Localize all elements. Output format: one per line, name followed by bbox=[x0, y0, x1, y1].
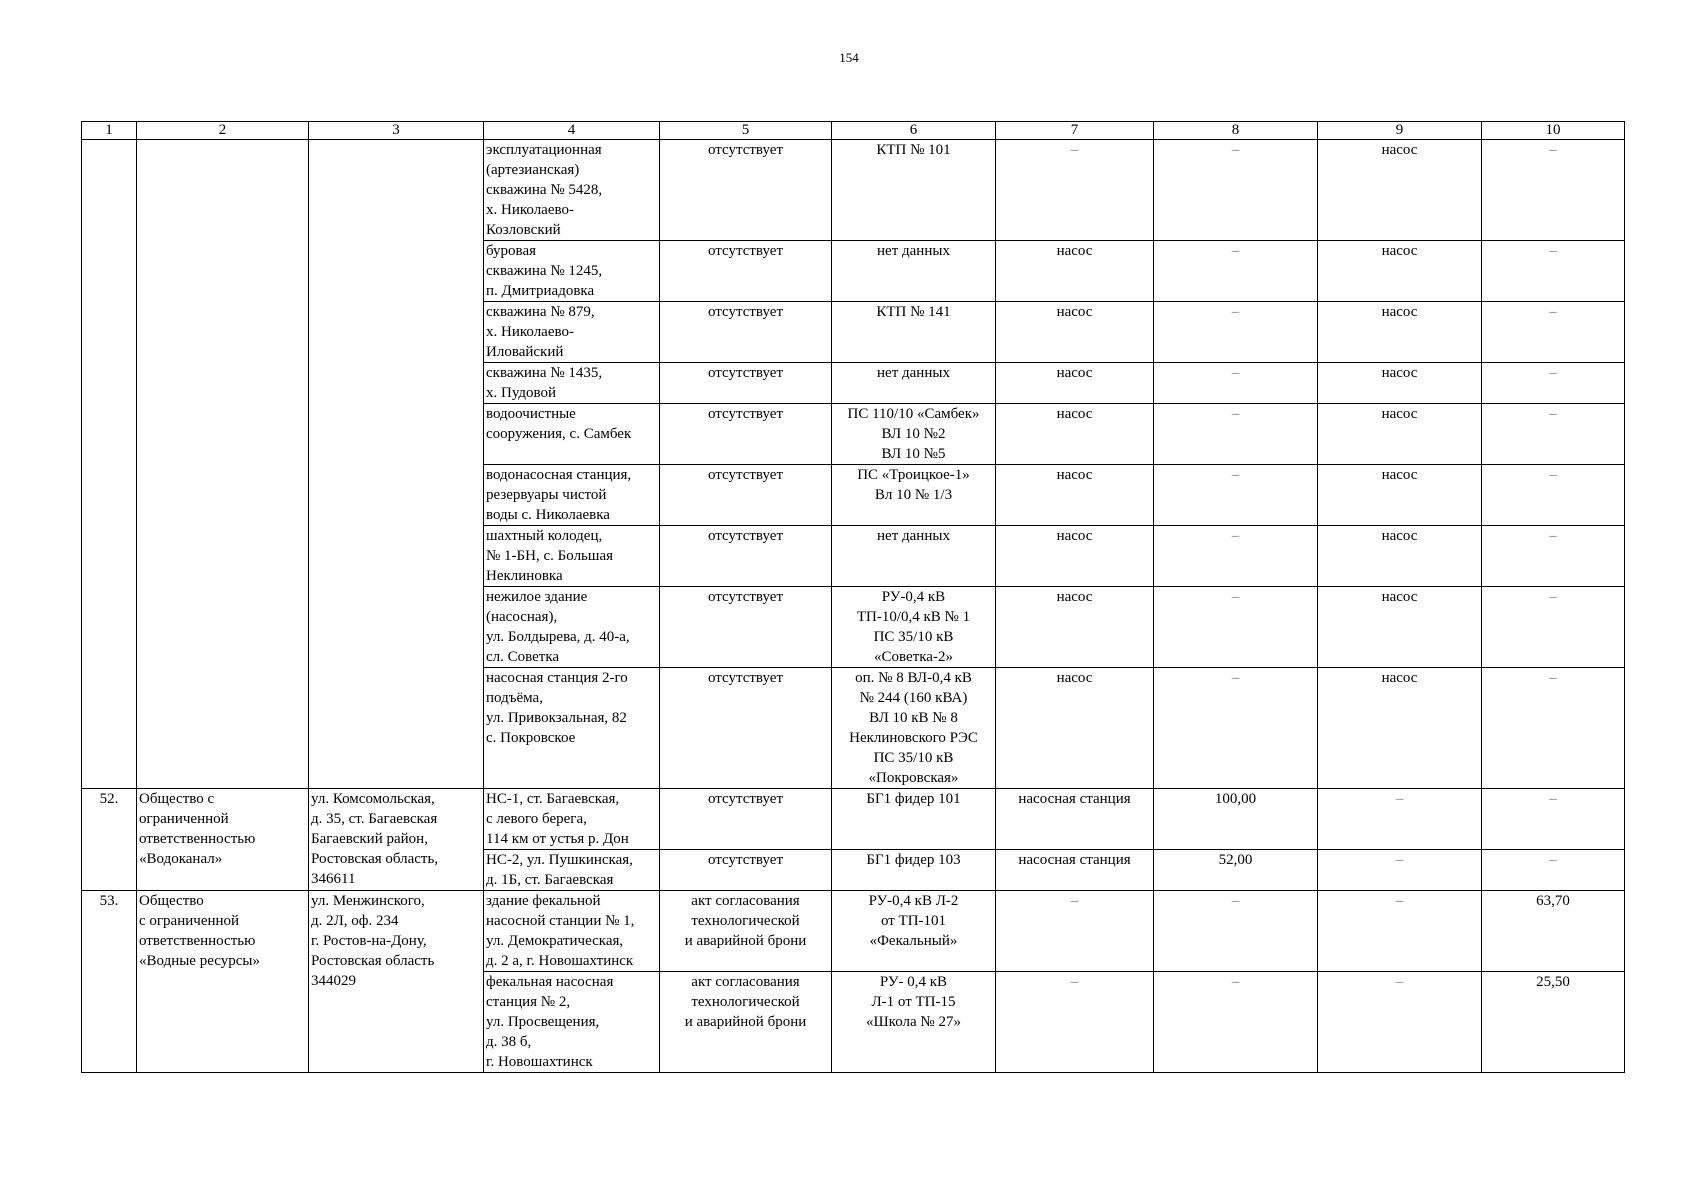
cell-line: отсутствует bbox=[707, 670, 784, 686]
reservation-cell bbox=[660, 789, 832, 850]
cell-line: фекальная насосная bbox=[486, 974, 614, 990]
org-address-cell bbox=[309, 891, 484, 1073]
cell-line: отсутствует bbox=[707, 243, 784, 259]
reservation-cell bbox=[660, 363, 832, 404]
reservation-cell bbox=[660, 972, 832, 1073]
cell-line: д. 35, ст. Багаевская bbox=[311, 811, 438, 827]
col8-cell: – bbox=[1154, 465, 1318, 526]
cell-line: РУ-0,4 кВ bbox=[881, 589, 946, 605]
cell-line: д. 1Б, ст. Багаевская bbox=[486, 872, 614, 888]
cell-line: технологической bbox=[691, 913, 800, 929]
cell-line: и аварийной брони bbox=[684, 1014, 807, 1030]
equipment-cell: насос bbox=[996, 465, 1154, 526]
cell-line: ПС 35/10 кВ bbox=[873, 629, 954, 645]
power-source-cell bbox=[832, 789, 996, 850]
cell-line: ВЛ 10 №5 bbox=[881, 446, 946, 462]
cell-line: с левого берега, bbox=[486, 811, 587, 827]
reservation-cell bbox=[660, 891, 832, 972]
cell-line: БГ1 фидер 103 bbox=[866, 852, 961, 868]
org-name-cell bbox=[137, 891, 309, 1073]
data-table bbox=[81, 121, 1625, 1073]
col10-cell: – bbox=[1482, 302, 1625, 363]
cell-line: сл. Советка bbox=[486, 649, 560, 665]
cell-line: Общество bbox=[139, 893, 204, 909]
cell-line: БГ1 фидер 101 bbox=[866, 791, 961, 807]
col10-cell: – bbox=[1482, 668, 1625, 789]
col8-cell: – bbox=[1154, 140, 1318, 241]
col8-cell: – bbox=[1154, 363, 1318, 404]
equipment-cell: – bbox=[996, 891, 1154, 972]
cell-line: с. Покровское bbox=[486, 730, 576, 746]
cell-line: ВЛ 10 кВ № 8 bbox=[869, 710, 958, 726]
equipment-cell: насосная станция bbox=[996, 850, 1154, 891]
cell-line: «Покровская» bbox=[868, 770, 959, 786]
equipment-cell: насос bbox=[996, 241, 1154, 302]
col10-cell: – bbox=[1482, 789, 1625, 850]
col8-cell: – bbox=[1154, 302, 1318, 363]
power-source-cell bbox=[832, 363, 996, 404]
org-name-cell bbox=[137, 140, 309, 789]
reservation-cell bbox=[660, 587, 832, 668]
header-cell: 1 bbox=[82, 122, 137, 140]
header-cell: 9 bbox=[1318, 122, 1482, 140]
header-cell: 5 bbox=[660, 122, 832, 140]
col10-cell: – bbox=[1482, 363, 1625, 404]
cell-line: акт согласования bbox=[691, 974, 800, 990]
cell-line: НС-2, ул. Пушкинская, bbox=[486, 852, 633, 868]
power-source-cell bbox=[832, 668, 996, 789]
power-source-cell bbox=[832, 972, 996, 1073]
cell-line: сооружения, с. Самбек bbox=[486, 426, 632, 442]
cell-line: от ТП-101 bbox=[880, 913, 947, 929]
cell-line: отсутствует bbox=[707, 852, 784, 868]
cell-line: 346611 bbox=[311, 871, 356, 887]
cell-line: 344029 bbox=[311, 973, 356, 989]
cell-line: нет данных bbox=[877, 528, 950, 544]
power-source-cell bbox=[832, 302, 996, 363]
cell-line: оп. № 8 ВЛ-0,4 кВ bbox=[855, 670, 972, 686]
number-cell bbox=[82, 140, 137, 789]
equipment-cell: насосная станция bbox=[996, 789, 1154, 850]
cell-line: х. Николаево- bbox=[486, 324, 574, 340]
reservation-cell bbox=[660, 302, 832, 363]
header-cell: 6 bbox=[832, 122, 996, 140]
cell-line: ответственностью bbox=[139, 831, 256, 847]
cell-line: ул. Демократическая, bbox=[486, 933, 624, 949]
table-row bbox=[82, 789, 1625, 850]
facility-cell bbox=[484, 891, 660, 972]
col9-cell: насос bbox=[1318, 404, 1482, 465]
header-cell: 10 bbox=[1482, 122, 1625, 140]
reservation-cell bbox=[660, 850, 832, 891]
facility-cell bbox=[484, 302, 660, 363]
cell-line: скважина № 1435, bbox=[486, 365, 603, 381]
cell-line: Багаевский район, bbox=[311, 831, 428, 847]
page-number: 154 bbox=[839, 50, 859, 65]
cell-line: ограниченной bbox=[139, 811, 229, 827]
col9-cell: насос bbox=[1318, 302, 1482, 363]
col9-cell: – bbox=[1318, 891, 1482, 972]
equipment-cell: насос bbox=[996, 526, 1154, 587]
cell-line: насосной станции № 1, bbox=[486, 913, 635, 929]
header-cell: 2 bbox=[137, 122, 309, 140]
col8-cell: – bbox=[1154, 241, 1318, 302]
cell-line: резервуары чистой bbox=[486, 487, 607, 503]
facility-cell bbox=[484, 363, 660, 404]
cell-line: технологической bbox=[691, 994, 800, 1010]
cell-line: отсутствует bbox=[707, 304, 784, 320]
col9-cell: – bbox=[1318, 850, 1482, 891]
cell-line: Ростовская область, bbox=[311, 851, 439, 867]
cell-line: отсутствует bbox=[707, 365, 784, 381]
cell-line: отсутствует bbox=[707, 528, 784, 544]
col10-cell: – bbox=[1482, 140, 1625, 241]
cell-line: ул. Просвещения, bbox=[486, 1014, 600, 1030]
power-source-cell bbox=[832, 465, 996, 526]
col10-cell: – bbox=[1482, 587, 1625, 668]
cell-line: воды с. Николаевка bbox=[486, 507, 610, 523]
number-cell: 52. bbox=[82, 789, 137, 891]
facility-cell bbox=[484, 526, 660, 587]
cell-line: нет данных bbox=[877, 243, 950, 259]
col8-cell: 100,00 bbox=[1154, 789, 1318, 850]
power-source-cell bbox=[832, 891, 996, 972]
equipment-cell: насос bbox=[996, 302, 1154, 363]
power-source-cell bbox=[832, 404, 996, 465]
header-cell: 8 bbox=[1154, 122, 1318, 140]
cell-line: № 1-БН, с. Большая bbox=[486, 548, 614, 564]
col8-cell: – bbox=[1154, 526, 1318, 587]
col8-cell: – bbox=[1154, 404, 1318, 465]
cell-line: ответственностью bbox=[139, 933, 256, 949]
col8-cell: – bbox=[1154, 891, 1318, 972]
cell-line: здание фекальной bbox=[486, 893, 601, 909]
power-source-cell bbox=[832, 587, 996, 668]
col10-cell: 25,50 bbox=[1482, 972, 1625, 1073]
facility-cell bbox=[484, 140, 660, 241]
col10-cell: – bbox=[1482, 850, 1625, 891]
col10-cell: – bbox=[1482, 465, 1625, 526]
cell-line: Ростовская область bbox=[311, 953, 435, 969]
cell-line: нет данных bbox=[877, 365, 950, 381]
cell-line: х. Пудовой bbox=[486, 385, 557, 401]
cell-line: с ограниченной bbox=[139, 913, 240, 929]
facility-cell bbox=[484, 587, 660, 668]
col8-cell: – bbox=[1154, 972, 1318, 1073]
cell-line: х. Николаево- bbox=[486, 202, 574, 218]
cell-line: отсутствует bbox=[707, 142, 784, 158]
reservation-cell bbox=[660, 526, 832, 587]
facility-cell bbox=[484, 241, 660, 302]
col9-cell: – bbox=[1318, 972, 1482, 1073]
reservation-cell bbox=[660, 404, 832, 465]
facility-cell bbox=[484, 850, 660, 891]
org-address-cell bbox=[309, 789, 484, 891]
cell-line: РУ-0,4 кВ Л-2 bbox=[868, 893, 959, 909]
col10-cell: – bbox=[1482, 241, 1625, 302]
number-cell: 53. bbox=[82, 891, 137, 1073]
col9-cell: насос bbox=[1318, 465, 1482, 526]
cell-line: ул. Комсомольская, bbox=[311, 791, 435, 807]
cell-line: эксплуатационная bbox=[486, 142, 602, 158]
equipment-cell: – bbox=[996, 140, 1154, 241]
cell-line: подъёма, bbox=[486, 690, 543, 706]
col9-cell: насос bbox=[1318, 363, 1482, 404]
cell-line: ул. Менжинского, bbox=[311, 893, 425, 909]
power-source-cell bbox=[832, 850, 996, 891]
cell-line: (насосная), bbox=[486, 609, 558, 625]
col9-cell: насос bbox=[1318, 668, 1482, 789]
power-source-cell bbox=[832, 140, 996, 241]
cell-line: КТП № 141 bbox=[876, 304, 951, 320]
cell-line: ТП-10/0,4 кВ № 1 bbox=[856, 609, 971, 625]
cell-line: Л-1 от ТП-15 bbox=[871, 994, 956, 1010]
facility-cell bbox=[484, 789, 660, 850]
col8-cell: – bbox=[1154, 668, 1318, 789]
cell-line: акт согласования bbox=[691, 893, 800, 909]
cell-line: водонасосная станция, bbox=[486, 467, 632, 483]
reservation-cell bbox=[660, 140, 832, 241]
cell-line: Иловайский bbox=[486, 344, 564, 360]
equipment-cell: насос bbox=[996, 363, 1154, 404]
facility-cell bbox=[484, 668, 660, 789]
cell-line: 114 км от устья р. Дон bbox=[486, 831, 629, 847]
table-row bbox=[82, 140, 1625, 241]
cell-line: скважина № 879, bbox=[486, 304, 595, 320]
cell-line: д. 38 б, bbox=[486, 1034, 532, 1050]
reservation-cell bbox=[660, 668, 832, 789]
cell-line: Неклиновского РЭС bbox=[849, 730, 978, 746]
cell-line: (артезианская) bbox=[486, 162, 580, 178]
cell-line: ул. Привокзальная, 82 bbox=[486, 710, 627, 726]
cell-line: водоочистные bbox=[486, 406, 576, 422]
facility-cell bbox=[484, 465, 660, 526]
header-cell: 4 bbox=[484, 122, 660, 140]
cell-line: ул. Болдырева, д. 40-а, bbox=[486, 629, 630, 645]
org-address-cell bbox=[309, 140, 484, 789]
org-name-cell bbox=[137, 789, 309, 891]
cell-line: отсутствует bbox=[707, 589, 784, 605]
col9-cell: – bbox=[1318, 789, 1482, 850]
cell-line: ВЛ 10 №2 bbox=[881, 426, 946, 442]
header-cell: 3 bbox=[309, 122, 484, 140]
reservation-cell bbox=[660, 241, 832, 302]
cell-line: шахтный колодец, bbox=[486, 528, 603, 544]
col8-cell: 52,00 bbox=[1154, 850, 1318, 891]
cell-line: Неклиновка bbox=[486, 568, 563, 584]
power-source-cell bbox=[832, 241, 996, 302]
facility-cell bbox=[484, 972, 660, 1073]
cell-line: ПС 35/10 кВ bbox=[873, 750, 954, 766]
col10-cell: 63,70 bbox=[1482, 891, 1625, 972]
header-cell: 7 bbox=[996, 122, 1154, 140]
cell-line: НС-1, ст. Багаевская, bbox=[486, 791, 620, 807]
header-row bbox=[82, 122, 1625, 140]
cell-line: насосная станция 2-го bbox=[486, 670, 628, 686]
cell-line: отсутствует bbox=[707, 406, 784, 422]
cell-line: «Школа № 27» bbox=[866, 1014, 961, 1030]
equipment-cell: – bbox=[996, 972, 1154, 1073]
cell-line: и аварийной брони bbox=[684, 933, 807, 949]
cell-line: г. Новошахтинск bbox=[486, 1054, 593, 1070]
col9-cell: насос bbox=[1318, 526, 1482, 587]
cell-line: ПС «Троицкое-1» bbox=[857, 467, 970, 483]
power-source-cell bbox=[832, 526, 996, 587]
cell-line: № 244 (160 кВА) bbox=[859, 690, 968, 706]
cell-line: Козловский bbox=[486, 222, 561, 238]
cell-line: Общество с bbox=[139, 791, 215, 807]
cell-line: «Советка-2» bbox=[874, 649, 953, 665]
cell-line: буровая bbox=[486, 243, 537, 259]
cell-line: отсутствует bbox=[707, 467, 784, 483]
cell-line: КТП № 101 bbox=[876, 142, 951, 158]
table-body bbox=[82, 122, 1625, 1073]
equipment-cell: насос bbox=[996, 668, 1154, 789]
table-row bbox=[82, 891, 1625, 972]
cell-line: станция № 2, bbox=[486, 994, 571, 1010]
cell-line: отсутствует bbox=[707, 791, 784, 807]
cell-line: «Фекальный» bbox=[869, 933, 958, 949]
equipment-cell: насос bbox=[996, 404, 1154, 465]
cell-line: п. Дмитриадовка bbox=[486, 283, 595, 299]
cell-line: скважина № 1245, bbox=[486, 263, 603, 279]
cell-line: РУ- 0,4 кВ bbox=[879, 974, 948, 990]
cell-line: нежилое здание bbox=[486, 589, 588, 605]
col10-cell: – bbox=[1482, 404, 1625, 465]
cell-line: «Водоканал» bbox=[139, 851, 223, 867]
cell-line: д. 2Л, оф. 234 bbox=[311, 913, 399, 929]
col9-cell: насос bbox=[1318, 241, 1482, 302]
cell-line: скважина № 5428, bbox=[486, 182, 603, 198]
col9-cell: насос bbox=[1318, 140, 1482, 241]
cell-line: Вл 10 № 1/3 bbox=[874, 487, 953, 503]
equipment-cell: насос bbox=[996, 587, 1154, 668]
col10-cell: – bbox=[1482, 526, 1625, 587]
cell-line: ПС 110/10 «Самбек» bbox=[847, 406, 980, 422]
cell-line: «Водные ресурсы» bbox=[139, 953, 260, 969]
col8-cell: – bbox=[1154, 587, 1318, 668]
cell-line: д. 2 а, г. Новошахтинск bbox=[486, 953, 634, 969]
cell-line: г. Ростов-на-Дону, bbox=[311, 933, 427, 949]
reservation-cell bbox=[660, 465, 832, 526]
facility-cell bbox=[484, 404, 660, 465]
col9-cell: насос bbox=[1318, 587, 1482, 668]
